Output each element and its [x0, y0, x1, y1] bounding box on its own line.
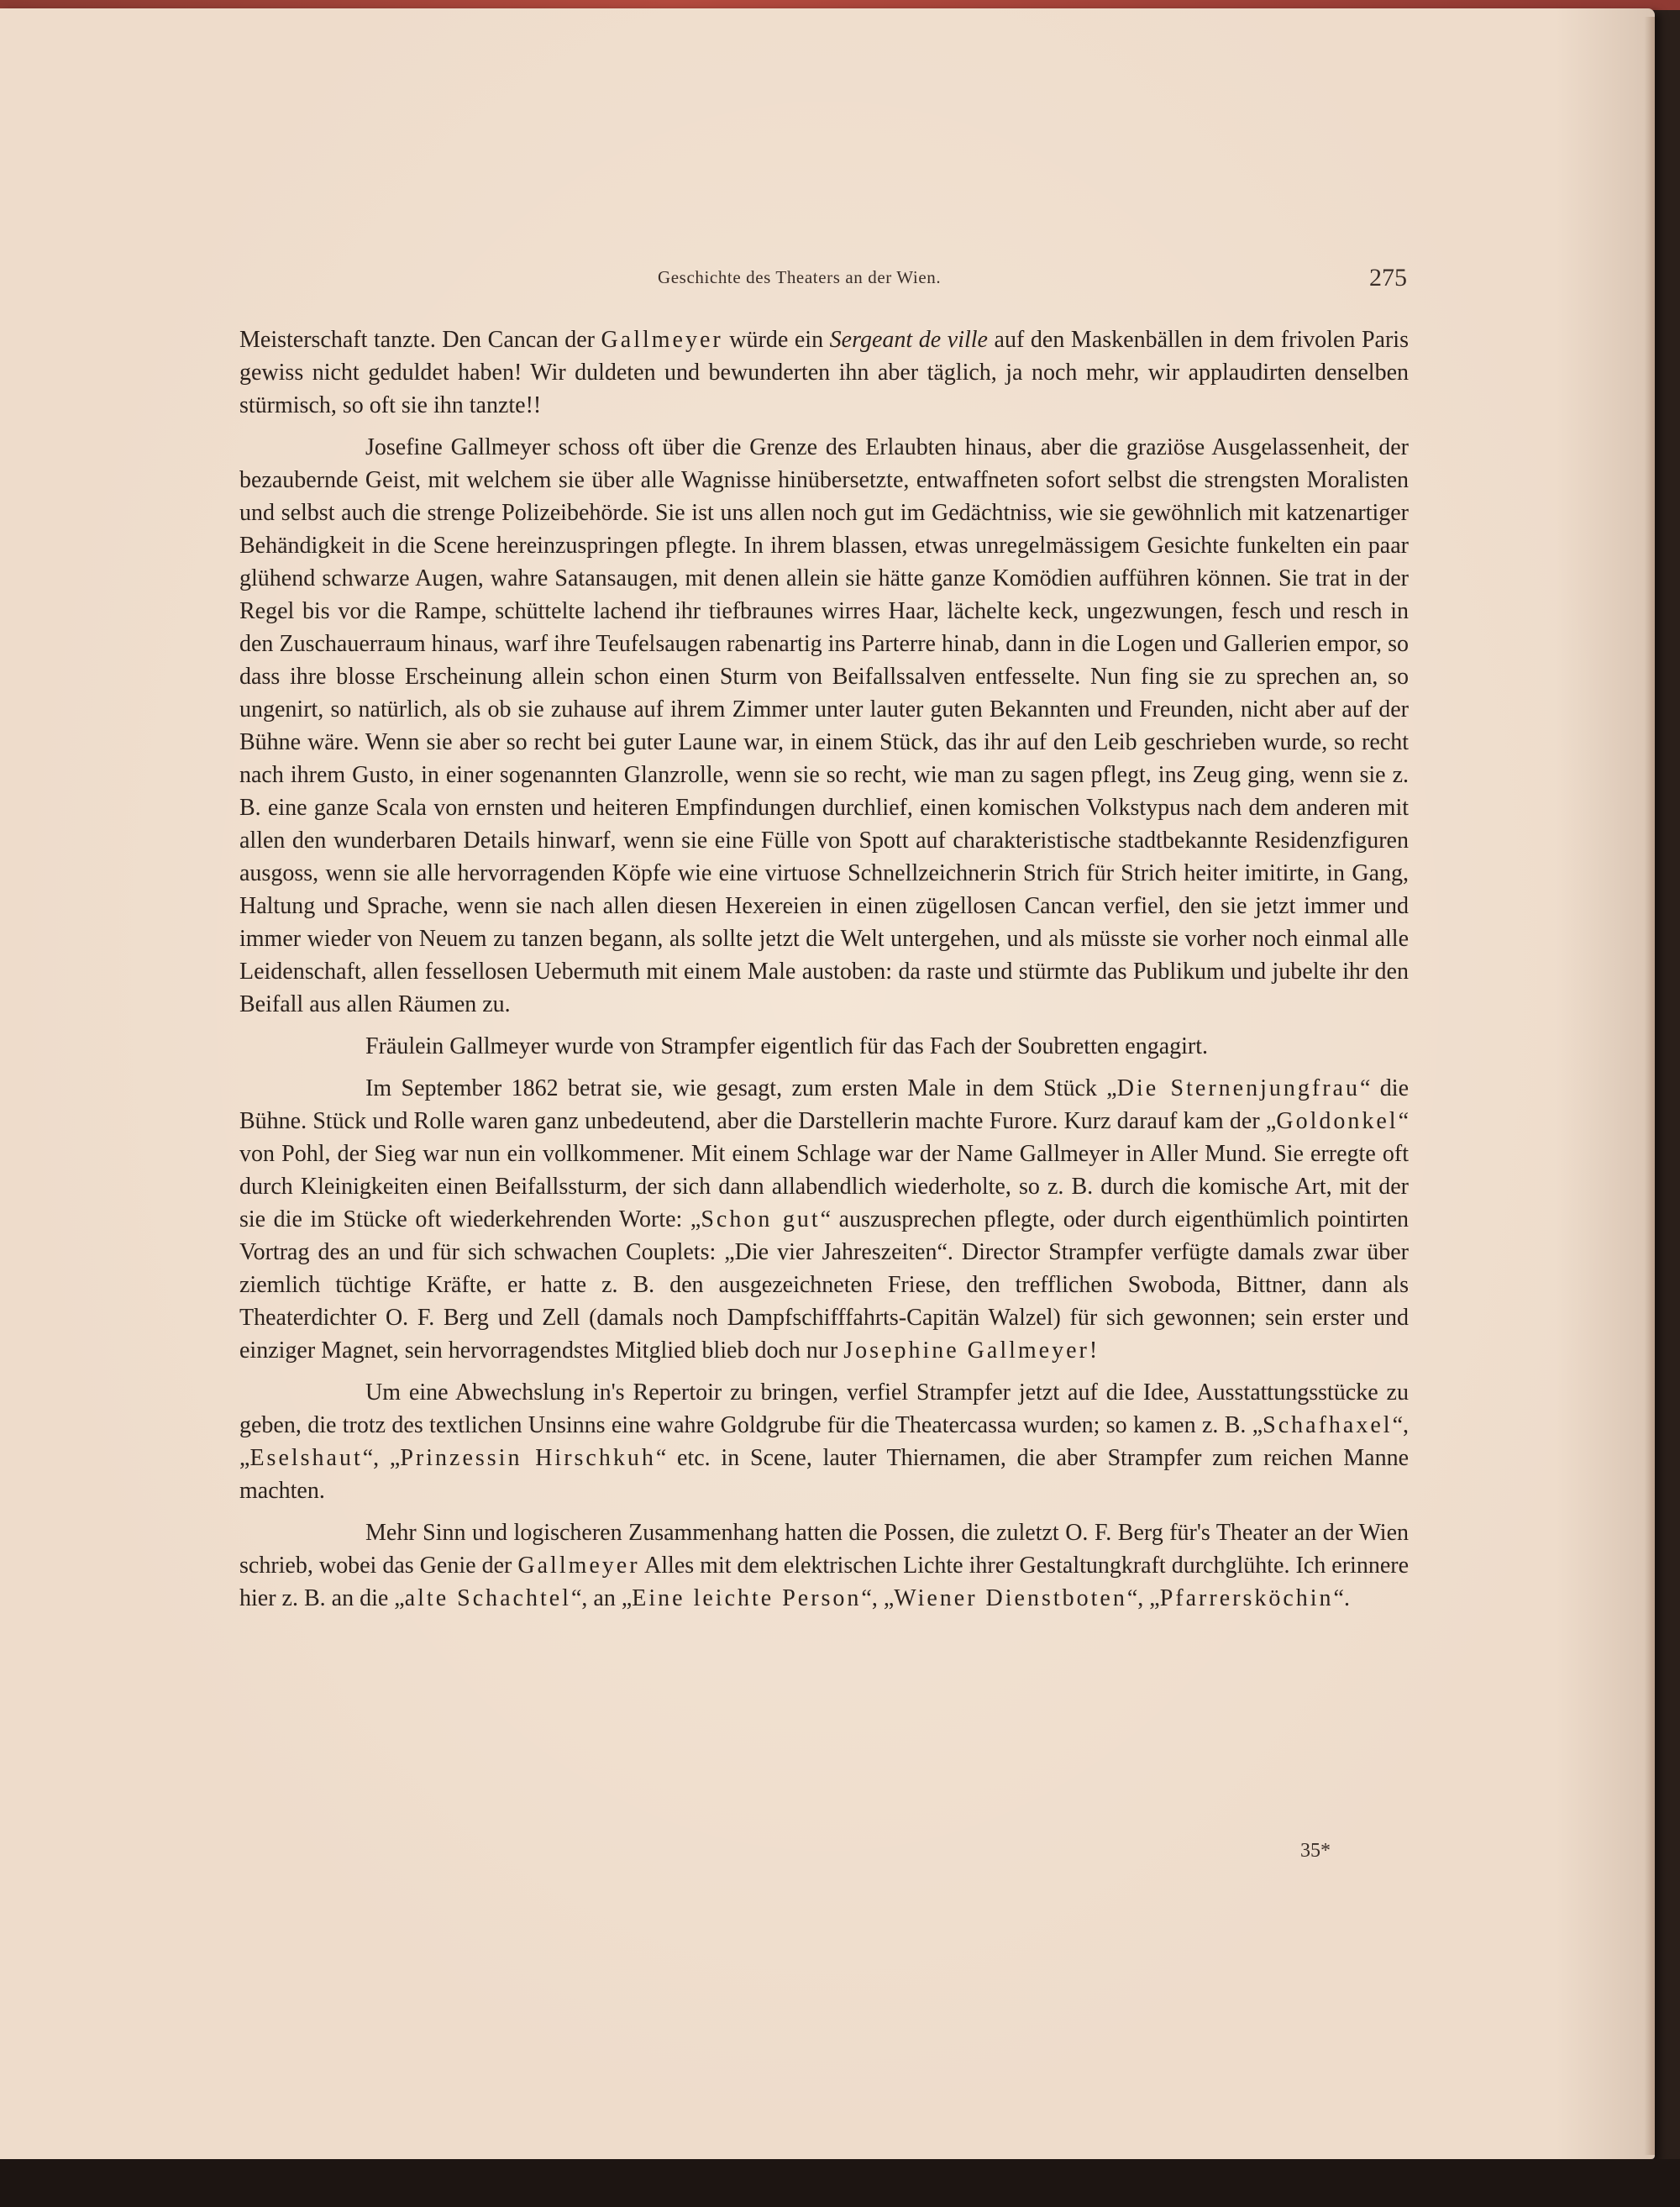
spaced-emphasis: Wiener Dienstboten [894, 1585, 1127, 1611]
text-run: “ auszusprechen pflegte, oder durch eigenthümlich pointirten Vortrag des an und für sich schwachen Couplets: „Die vier Jahreszeiten“. Director Strampfer verfügte damals zwar über ziemlich tüchtige Kräfte, er hatte z. B. den ausgezeichneten Friese, den trefflichen Swoboda, Bittner, dann als Theaterdichter O. F. Berg und Zell (damals noch Dampfschifffahrts-Capitän Walzel) für sich gewonnen; sein erster und einziger Magnet, sein hervorragendstes Mitglied blieb doch nur [239, 1206, 1409, 1364]
page-header [239, 264, 1415, 301]
text-run: Um eine Abwechslung in's Repertoir zu bringen, verfiel Strampfer jetzt auf die Idee, Ausstattungsstücke zu geben, die trotz des textlichen Unsinns eine wahre Goldgrube für die Theatercassa wurden; so kamen z. B. „ [239, 1379, 1409, 1438]
spaced-emphasis: Gallmeyer [517, 1553, 640, 1579]
running-head: Geschichte des Theaters an der Wien. [658, 267, 942, 287]
text-run: Im September 1862 betrat sie, wie gesagt, zum ersten Male in dem Stück „ [365, 1075, 1117, 1101]
spaced-emphasis: Schafhaxel [1263, 1412, 1393, 1438]
spaced-emphasis: alte Schachtel [404, 1585, 571, 1611]
body-text [239, 323, 1409, 1624]
spaced-emphasis: Josephine Gallmeyer [843, 1337, 1089, 1364]
text-run: “ von Pohl, der Sieg war nun ein vollkommener. Mit einem Schlage war der Name Gallmeyer in Aller Mund. Sie erregte oft durch Kleinigkeiten einen Beifallssturm, der sich dann allabendlich wiederholte, so z. B. durch die komische Art, mit der sie die im Stücke oft wiederkehrenden Worte: „ [239, 1108, 1409, 1232]
signature-mark: 35* [1300, 1840, 1331, 1862]
scan-bottom-border [0, 2159, 1680, 2207]
text-run: Mehr Sinn und logischeren Zusammenhang hatten die Possen, die zuletzt O. F. Berg für's Theater an der Wien schrieb, wobei das Genie der [239, 1520, 1409, 1579]
paragraph [239, 1516, 1409, 1615]
text-run: “, „ [362, 1445, 401, 1471]
text-run: “. [1333, 1585, 1350, 1611]
text-run: Josefine Gallmeyer schoss oft über die Grenze des Erlaubten hinaus, aber die graziöse Ausgelassenheit, der bezaubernde Geist, mit welchem sie über alle Wagnisse hinübersetzte, entwaffneten sofort selbst die strengsten Moralisten und selbst auch die strenge Polizeibehörde. Sie ist uns allen noch gut im Gedächtniss, wie sie gewöhnlich mit katzenartiger Behändigkeit in die Scene hereinzuspringen pflegte. In ihrem blassen, etwas unregelmässigem Gesichte funkelten ein paar glühend schwarze Augen, wahre Satansaugen, mit denen allein sie hätte ganze Komödien aufführen können. Sie trat in der Regel bis vor die Rampe, schüttelte lachend ihr tiefbraunes wirres Haar, lächelte keck, ungezwungen, fesch und resch in den Zuschauerraum hinaus, warf ihre Teufelsaugen rabenartig ins Parterre hinab, dann in die Logen und Gallerien empor, so dass ihre blosse Erscheinung allein schon einen Sturm von Beifallssalven entfesselte. Nun fing sie zu sprechen an, so ungenirt, so natürlich, als ob sie zuhause auf ihrem Zimmer unter lauter guten Bekannten und Freunden, nicht aber auf der Bühne wäre. Wenn sie aber so recht bei guter Laune war, in einem Stück, das ihr auf den Leib geschrieben wurde, so recht nach ihrem Gusto, in einer sogenannten Glanzrolle, wenn sie so recht, wie man zu sagen pflegt, ins Zeug ging, wenn sie z. B. eine ganze Scala von ernsten und heiteren Empfindungen durchlief, einen komischen Volkstypus nach dem anderen mit allen den wunderbaren Details hinwarf, wenn sie eine Fülle von Spott auf charakteristische stadtbekannte Residenzfiguren ausgoss, wenn sie alle hervorragenden Köpfe wie eine virtuose Schnellzeichnerin Strich für Strich heiter imitirte, in Gang, Haltung und Sprache, wenn sie nach allen diesen Hexereien in einen zügellosen Cancan verfiel, den sie jetzt immer und immer wieder von Neuem zu tanzen begann, als sollte jetzt die Welt untergehen, und als müsste sie vorher noch einmal alle Leidenschaft, allen fessellosen Uebermuth mit einem Male austoben: da raste und stürmte das Publikum und jubelte ihr den Beifall aus allen Räumen zu. [239, 434, 1409, 1017]
spaced-emphasis: Die Sternenjungfrau [1116, 1075, 1360, 1101]
page-fore-edge [1645, 17, 1655, 2155]
spaced-emphasis: Pfarrersköchin [1159, 1585, 1334, 1611]
text-run: Meisterschaft tanzte. Den Cancan der [239, 327, 601, 353]
text-run: “, „ [861, 1585, 895, 1611]
text-run: würde ein [722, 327, 830, 353]
text-run: ! [1089, 1337, 1098, 1364]
spaced-emphasis: Goldonkel [1276, 1108, 1399, 1134]
text-run: Fräulein Gallmeyer wurde von Strampfer eigentlich für das Fach der Soubretten engagirt. [365, 1033, 1209, 1059]
spaced-emphasis: Schon gut [701, 1206, 821, 1232]
paragraph [239, 1030, 1409, 1063]
page-number: 275 [1369, 264, 1407, 292]
text-run: “ die Bühne. Stück und Rolle waren ganz unbedeutend, aber die Darstellerin machte Furore. Kurz darauf kam der „ [239, 1075, 1409, 1134]
text-run: “, „ [1126, 1585, 1160, 1611]
italic-phrase: Sergeant de ville [829, 327, 988, 353]
text-run: auf den Maskenbällen in dem frivolen Paris gewiss nicht geduldet haben! Wir duldeten und bewunderten ihn aber täglich, ja noch mehr, wir applaudirten denselben stürmisch, so oft sie ihn tanzte!! [239, 327, 1409, 418]
text-run: “ etc. in Scene, lauter Thiernamen, die aber Strampfer zum reichen Manne machten. [239, 1445, 1410, 1504]
spaced-emphasis: Prinzessin Hirschkuh [400, 1445, 656, 1471]
text-run: “, an „ [570, 1585, 633, 1611]
spaced-emphasis: Eselshaut [249, 1445, 363, 1471]
text-run: “, „ [239, 1412, 1409, 1471]
spaced-emphasis: Gallmeyer [601, 327, 723, 353]
paragraph [239, 1072, 1409, 1367]
spaced-emphasis: Eine leichte Person [632, 1585, 862, 1611]
paragraph [239, 431, 1409, 1021]
paragraph [239, 323, 1409, 422]
paragraph [239, 1376, 1409, 1507]
text-run: Alles mit dem elektrischen Lichte ihrer Gestaltungkraft durchglühte. Ich erinnere hier z. B. an die „ [239, 1553, 1409, 1611]
